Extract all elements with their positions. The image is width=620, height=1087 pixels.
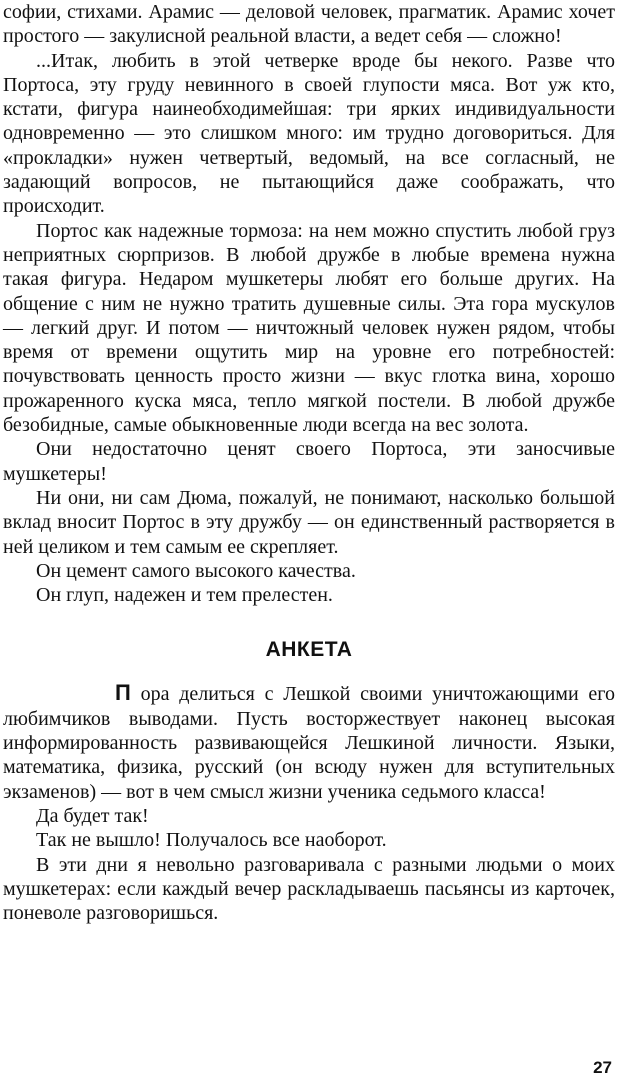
paragraph-dumas: Ни они, ни сам Дюма, пожалуй, не понимают, насколько большой вклад вносит Портос в эту дружбу — он единственный растворяется в ней целиком и тем самым ее скрепляет. — [3, 486, 615, 558]
paragraph-continuation: софии, стихами. Арамис — деловой человек, прагматик. Арамис хочет простого — закулисной реальной власти, а ведет себя — сложно! — [3, 1, 615, 48]
paragraph-fourth-musketeer: ...Итак, любить в этой четверке вроде бы некого. Разве что Портоса, эту груду невинного в своей глупости мяса. Вот уж кто, кстати, фигура наинеобходимейшая: три ярких индивидуальности одновременно — это слишком много: им трудно договориться. Для «прокладки» нужен четвертый, ведомый, на все согласный, не задающий вопросов, не пытающийся даже соображать, что происходит. — [3, 49, 615, 218]
page-number: 27 — [593, 1058, 612, 1077]
paragraph-did-not-work: Так не вышло! Получалось все наоборот. — [36, 829, 387, 852]
paragraph-cement: Он цемент самого высокого качества. — [36, 559, 356, 582]
text-block — [3, 0, 615, 925]
paragraph-so-be-it: Да будет так! — [36, 804, 149, 827]
section-heading: АНКЕТА — [265, 638, 353, 662]
paragraph-talking-people: В эти дни я невольно разговаривала с разными людьми о моих мушкетерах: если каждый вечер раскладываешь пасьянсы из карточек, поневоле разговоришься. — [3, 853, 615, 925]
paragraph-questionnaire-intro — [3, 681, 615, 803]
paragraph-arrogant-musketeers: Они недостаточно ценят своего Портоса, эти заносчивые мушкетеры! — [3, 438, 615, 485]
paragraph-questionnaire-text: ора делиться с Лешкой своими уничтожающими его любимчиков выводами. Пусть восторжествует наконец высокая информированность развивающейся Лешкиной личности. Языки, математика, физика, русский (он всюду нужен для вступительных экзаменов) — вот в чем смысл жизни ученика седьмого класса! — [3, 683, 615, 803]
paragraph-charming: Он глуп, надежен и тем прелестен. — [36, 584, 333, 607]
paragraph-porthos-brakes: Портос как надежные тормоза: на нем можно спустить любой груз неприятных сюрпризов. В любой дружбе в любые времена нужна такая фигура. Недаром мушкетеры любят его больше других. На общение с ним не нужно тратить душевные силы. Эта гора мускулов — легкий друг. И потом — ничтожный человек нужен рядом, чтобы время от времени ощутить мир на уровне его потребностей: почувствовать ценность просто жизни — вкус глотка вина, хорошо прожаренного куска мяса, теплo мягкой постели. В любой дружбе безобидные, самые обыкновенные люди всегда на вес золота. — [3, 219, 615, 437]
drop-cap-letter: П — [115, 680, 131, 706]
